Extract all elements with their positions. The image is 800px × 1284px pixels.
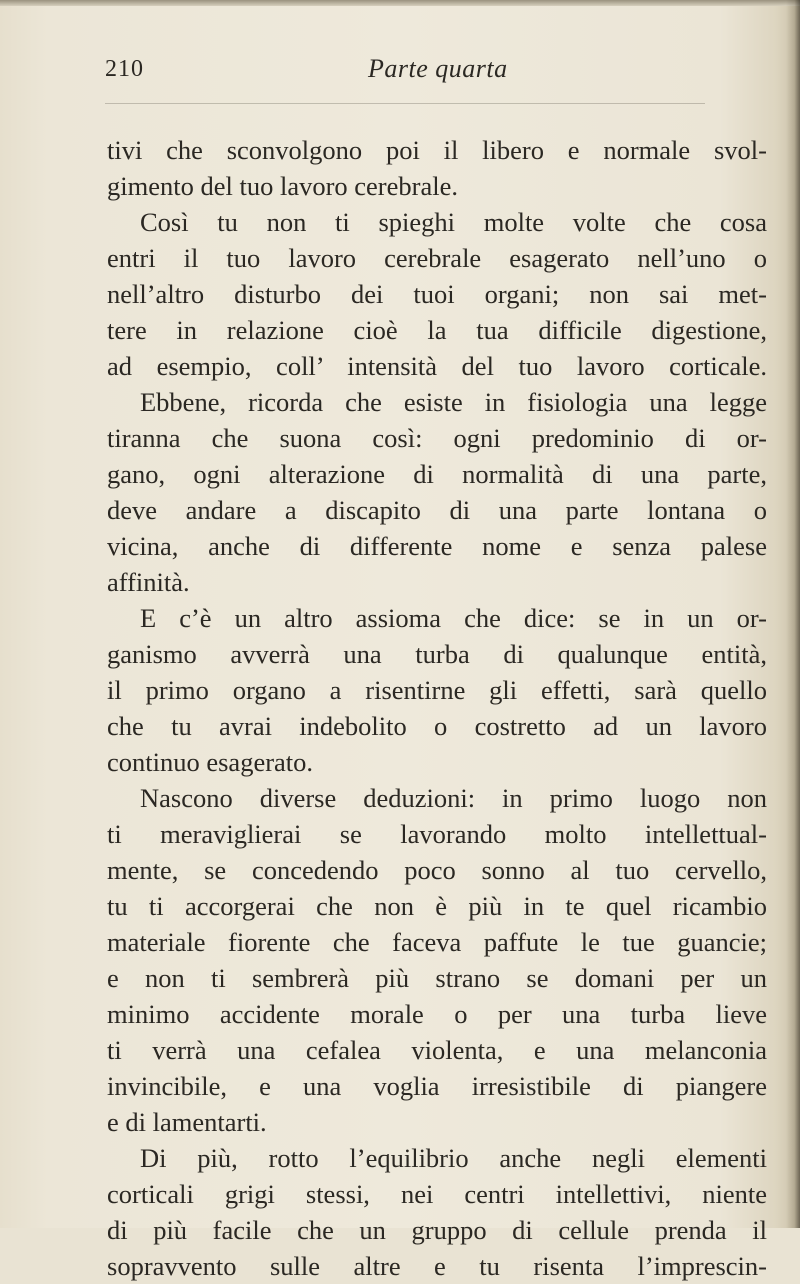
text-line: nell’altro disturbo dei tuoi organi; non sai met- [107, 279, 767, 309]
text-line: Ebbene, ricorda che esiste in fisiologia una legge [140, 387, 767, 417]
text-line: Di più, rotto l’equilibrio anche negli elementi [140, 1143, 767, 1173]
text-line: e non ti sembrerà più strano se domani per un [107, 963, 767, 993]
text-line: che tu avrai indebolito o costretto ad un lavoro [107, 711, 767, 741]
text-line: gimento del tuo lavoro cerebrale. [107, 171, 458, 201]
text-line: ad esempio, coll’ intensità del tuo lavoro corticale. [107, 351, 767, 381]
text-line: tiranna che suona così: ogni predominio di or- [107, 423, 767, 453]
text-line: tere in relazione cioè la tua difficile digestione, [107, 315, 767, 345]
text-line: il primo organo a risentirne gli effetti, sarà quello [107, 675, 767, 705]
text-line: gano, ogni alterazione di normalità di una parte, [107, 459, 767, 489]
text-line: affinità. [107, 567, 190, 597]
text-line: tivi che sconvolgono poi il libero e normale svol- [107, 135, 767, 165]
page-top-edge [0, 0, 800, 6]
page-binding-shadow [786, 0, 800, 1228]
text-line: materiale fiorente che faceva paffute le tue guancie; [107, 927, 767, 957]
page-number: 210 [105, 56, 144, 82]
text-line: ti verrà una cefalea violenta, e una melanconia [107, 1035, 767, 1065]
text-line: di più facile che un gruppo di cellule prenda il [107, 1215, 767, 1245]
text-line: E c’è un altro assioma che dice: se in un or- [140, 603, 767, 633]
text-line: tu ti accorgerai che non è più in te quel ricambio [107, 891, 767, 921]
text-line: corticali grigi stessi, nei centri intellettivi, niente [107, 1179, 767, 1209]
text-line: sopravvento sulle altre e tu risenta l’imprescin- [107, 1251, 767, 1281]
page-header [0, 56, 800, 96]
text-line: minimo accidente morale o per una turba lieve [107, 999, 767, 1029]
text-line: invincibile, e una voglia irresistibile di piangere [107, 1071, 767, 1101]
text-line: ganismo avverrà una turba di qualunque entità, [107, 639, 767, 669]
text-line: deve andare a discapito di una parte lontana o [107, 495, 767, 525]
text-line: mente, se concedendo poco sonno al tuo cervello, [107, 855, 767, 885]
text-line: continuo esagerato. [107, 747, 314, 777]
text-line: vicina, anche di differente nome e senza palese [107, 531, 767, 561]
header-divider [105, 103, 705, 104]
text-line: Nascono diverse deduzioni: in primo luogo non [140, 783, 767, 813]
text-line: e di lamentarti. [107, 1107, 267, 1137]
text-line: ti meraviglierai se lavorando molto intellettual- [107, 819, 767, 849]
running-title: Parte quarta [368, 54, 508, 83]
text-line: Così tu non ti spieghi molte volte che cosa [140, 207, 767, 237]
text-line: entri il tuo lavoro cerebrale esagerato nell’uno o [107, 243, 767, 273]
body-text [107, 132, 767, 1284]
